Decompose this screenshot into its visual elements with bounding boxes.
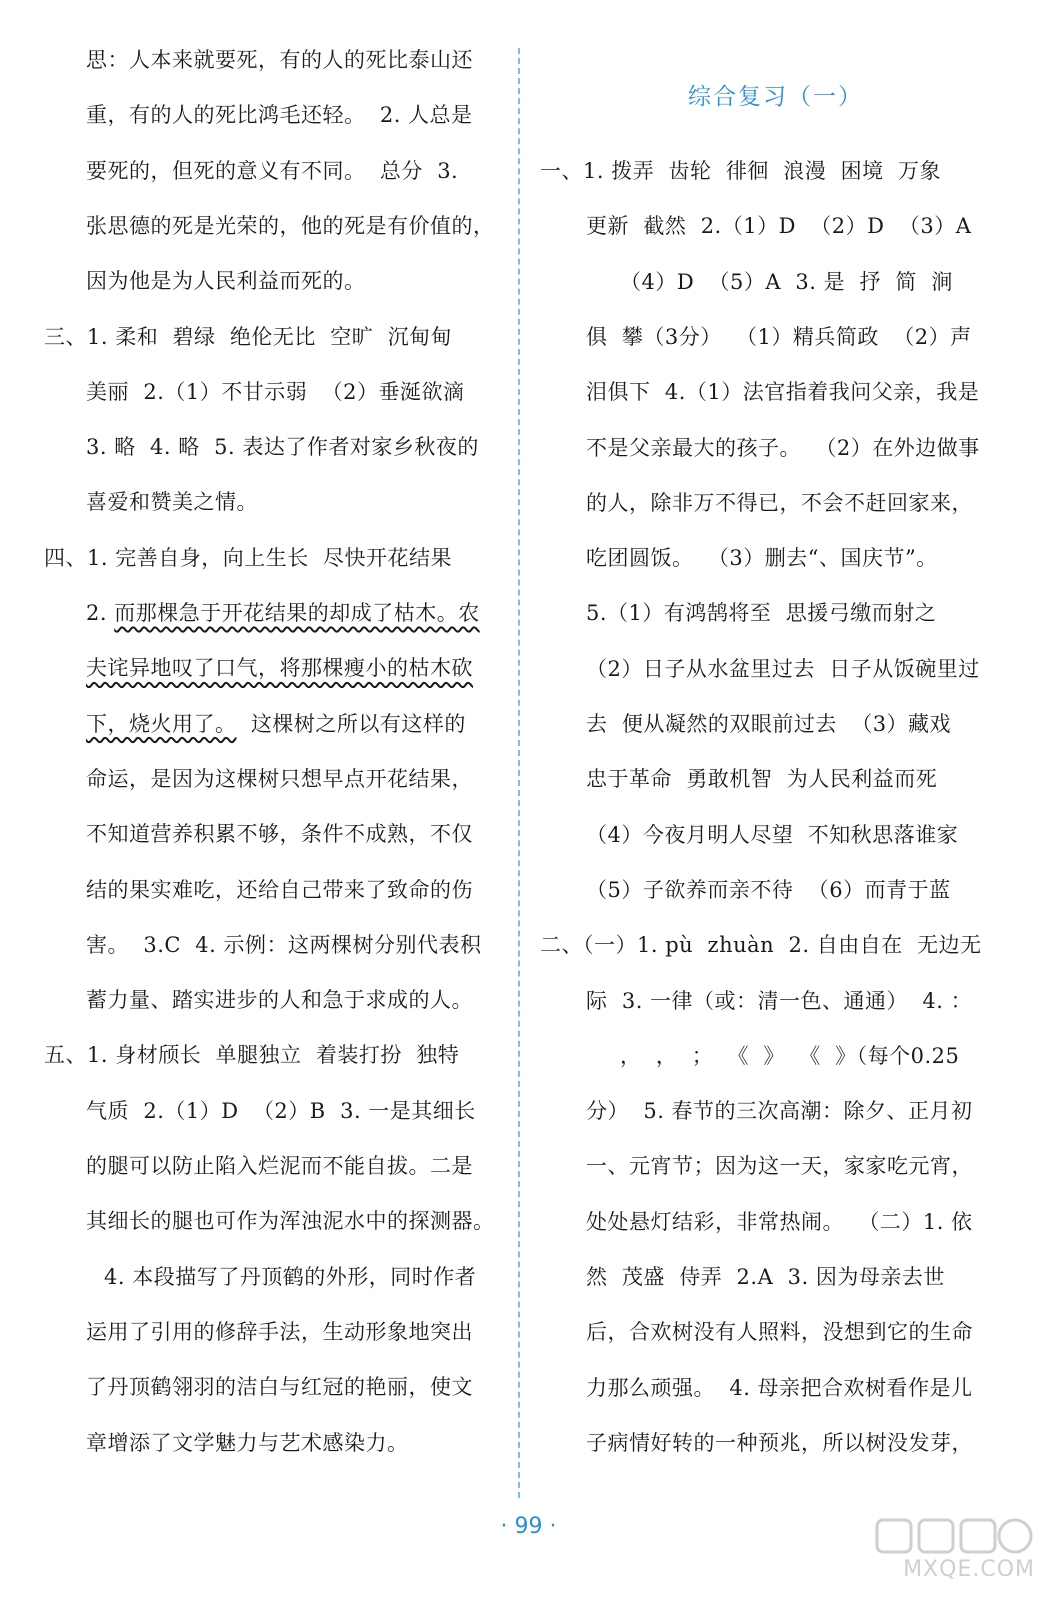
text-line: 泪俱下 4.（1）法官指着我问父亲，我是 (586, 380, 980, 405)
column-divider (518, 48, 520, 1498)
text-line: 喜爱和赞美之情。 (86, 490, 258, 515)
text-line: 分） 5. 春节的三次高潮：除夕、正月初 (586, 1099, 973, 1124)
text-line: 5.（1）有鸿鹄将至 思援弓缴而射之 (586, 601, 937, 626)
text-line: 处处悬灯结彩，非常热闹。 （二）1. 依 (586, 1209, 973, 1234)
text-line: 忠于革命 勇敢机智 为人民利益而死 (586, 767, 938, 792)
text-line: 结的果实难吃，还给自己带来了致命的伤 (86, 877, 473, 902)
text-line: 4. 本段描写了丹顶鹤的外形，同时作者 (104, 1264, 477, 1289)
watermark-text: MXQE.COM (903, 1557, 1035, 1582)
underlined-sentence: 而那棵急于开花结果的却成了枯木。农 (114, 601, 480, 625)
text-line: ， ， ； 《 》 《 》（每个0.25 (620, 1043, 960, 1068)
text-line: 美丽 2.（1）不甘示弱 （2）垂涎欲滴 (86, 379, 465, 404)
text-line: 一、1. 拨弄 齿轮 徘徊 浪漫 困境 万象 (540, 159, 941, 183)
text-line: 更新 截然 2.（1）D （2）D （3）A (586, 214, 972, 239)
text-line: 了丹顶鹤翎羽的洁白与红冠的艳丽，使文 (86, 1375, 473, 1400)
text-line: 俱 攀（3分） （1）精兵简政 （2）声 (586, 324, 972, 349)
text-line: 重，有的人的死比鸿毛还轻。 2. 人总是 (86, 103, 473, 128)
text-line: 不是父亲最大的孩子。 （2）在外边做事 (586, 435, 980, 460)
text-line: 命运，是因为这棵树只想早点开花结果， (86, 766, 473, 791)
section-heading: 综合复习（一） (688, 84, 863, 110)
text-line: 下，烧火用了。 这棵树之所以有这样的 (86, 711, 466, 736)
underlined-sentence: 夫诧异地叹了口气，将那棵瘦小的枯木砍 (86, 656, 473, 681)
text-line: 然 茂盛 侍弄 2.A 3. 因为母亲去世 (586, 1265, 945, 1289)
text-line: （4）D （5）A 3. 是 抒 简 涧 (620, 269, 953, 294)
text-line: 三、1. 柔和 碧绿 绝伦无比 空旷 沉甸甸 (44, 324, 453, 349)
text-line: （4）今夜月明人尽望 不知秋思落谁家 (586, 822, 959, 847)
text-line: 其细长的腿也可作为浑浊泥水中的探测器。 (86, 1209, 495, 1234)
text-line: 去 便从凝然的双眼前过去 （3）藏戏 (586, 712, 952, 736)
text-line: 的腿可以防止陷入烂泥而不能自拔。二是 (86, 1154, 473, 1178)
text-line: 际 3. 一律（或：清一色、通通） 4. ： (586, 988, 973, 1013)
text-line: 四、1. 完善自身，向上生长 尽快开花结果 (44, 545, 453, 570)
watermark-logo (867, 1518, 1035, 1582)
text-line: 3. 略 4. 略 5. 表达了作者对家乡秋夜的 (86, 435, 479, 460)
text-line: 章增添了文学魅力与艺术感染力。 (86, 1430, 409, 1455)
text-line (86, 653, 473, 683)
text-line: （5）子欲养而亲不待 （6）而青于蓝 (586, 877, 951, 902)
text-line: 一、元宵节；因为这一天，家家吃元宵， (586, 1154, 973, 1179)
text-line: 张思德的死是光荣的，他的死是有价值的， (86, 213, 495, 238)
text-line: 后，合欢树没有人照料，没想到它的生命 (586, 1320, 973, 1345)
text-line: 害。 3.C 4. 示例：这两棵树分别代表积 (86, 932, 482, 957)
text-line: 气质 2.（1）D （2）B 3. 一是其细长 (86, 1098, 476, 1123)
text-line: 2. 而那棵急于开花结果的却成了枯木。农 (86, 601, 480, 625)
text-line: 因为他是为人民利益而死的。 (86, 269, 366, 294)
text-line: 蓄力量、踏实进步的人和急于求成的人。 (86, 988, 473, 1013)
underlined-sentence: 下，烧火用了。 (86, 711, 237, 736)
text-line: 吃团圆饭。 （3）删去“、国庆节”。 (586, 546, 938, 571)
text-line: 思：人本来就要死，有的人的死比泰山还 (86, 48, 473, 72)
text-line: 五、1. 身材颀长 单腿独立 着装打扮 独特 (44, 1043, 460, 1068)
text-line: （2）日子从水盆里过去 日子从饭碗里过 (586, 656, 980, 681)
page-number: · 99 · (500, 1514, 557, 1539)
watermark-icon (875, 1518, 1035, 1554)
text-line: 的人，除非万不得已，不会不赶回家来， (586, 490, 973, 515)
text-line: 不知道营养积累不够，条件不成熟，不仅 (86, 822, 473, 847)
text-line: 子病情好转的一种预兆，所以树没发芽， (586, 1430, 973, 1455)
text-line: 二、（一）1. pù zhuàn 2. 自由自在 无边无 (540, 933, 982, 958)
text-line: 力那么顽强。 4. 母亲把合欢树看作是儿 (586, 1375, 973, 1400)
text-line: 要死的，但死的意义有不同。 总分 3. (86, 158, 459, 183)
text-line: 运用了引用的修辞手法，生动形象地突出 (86, 1319, 473, 1344)
